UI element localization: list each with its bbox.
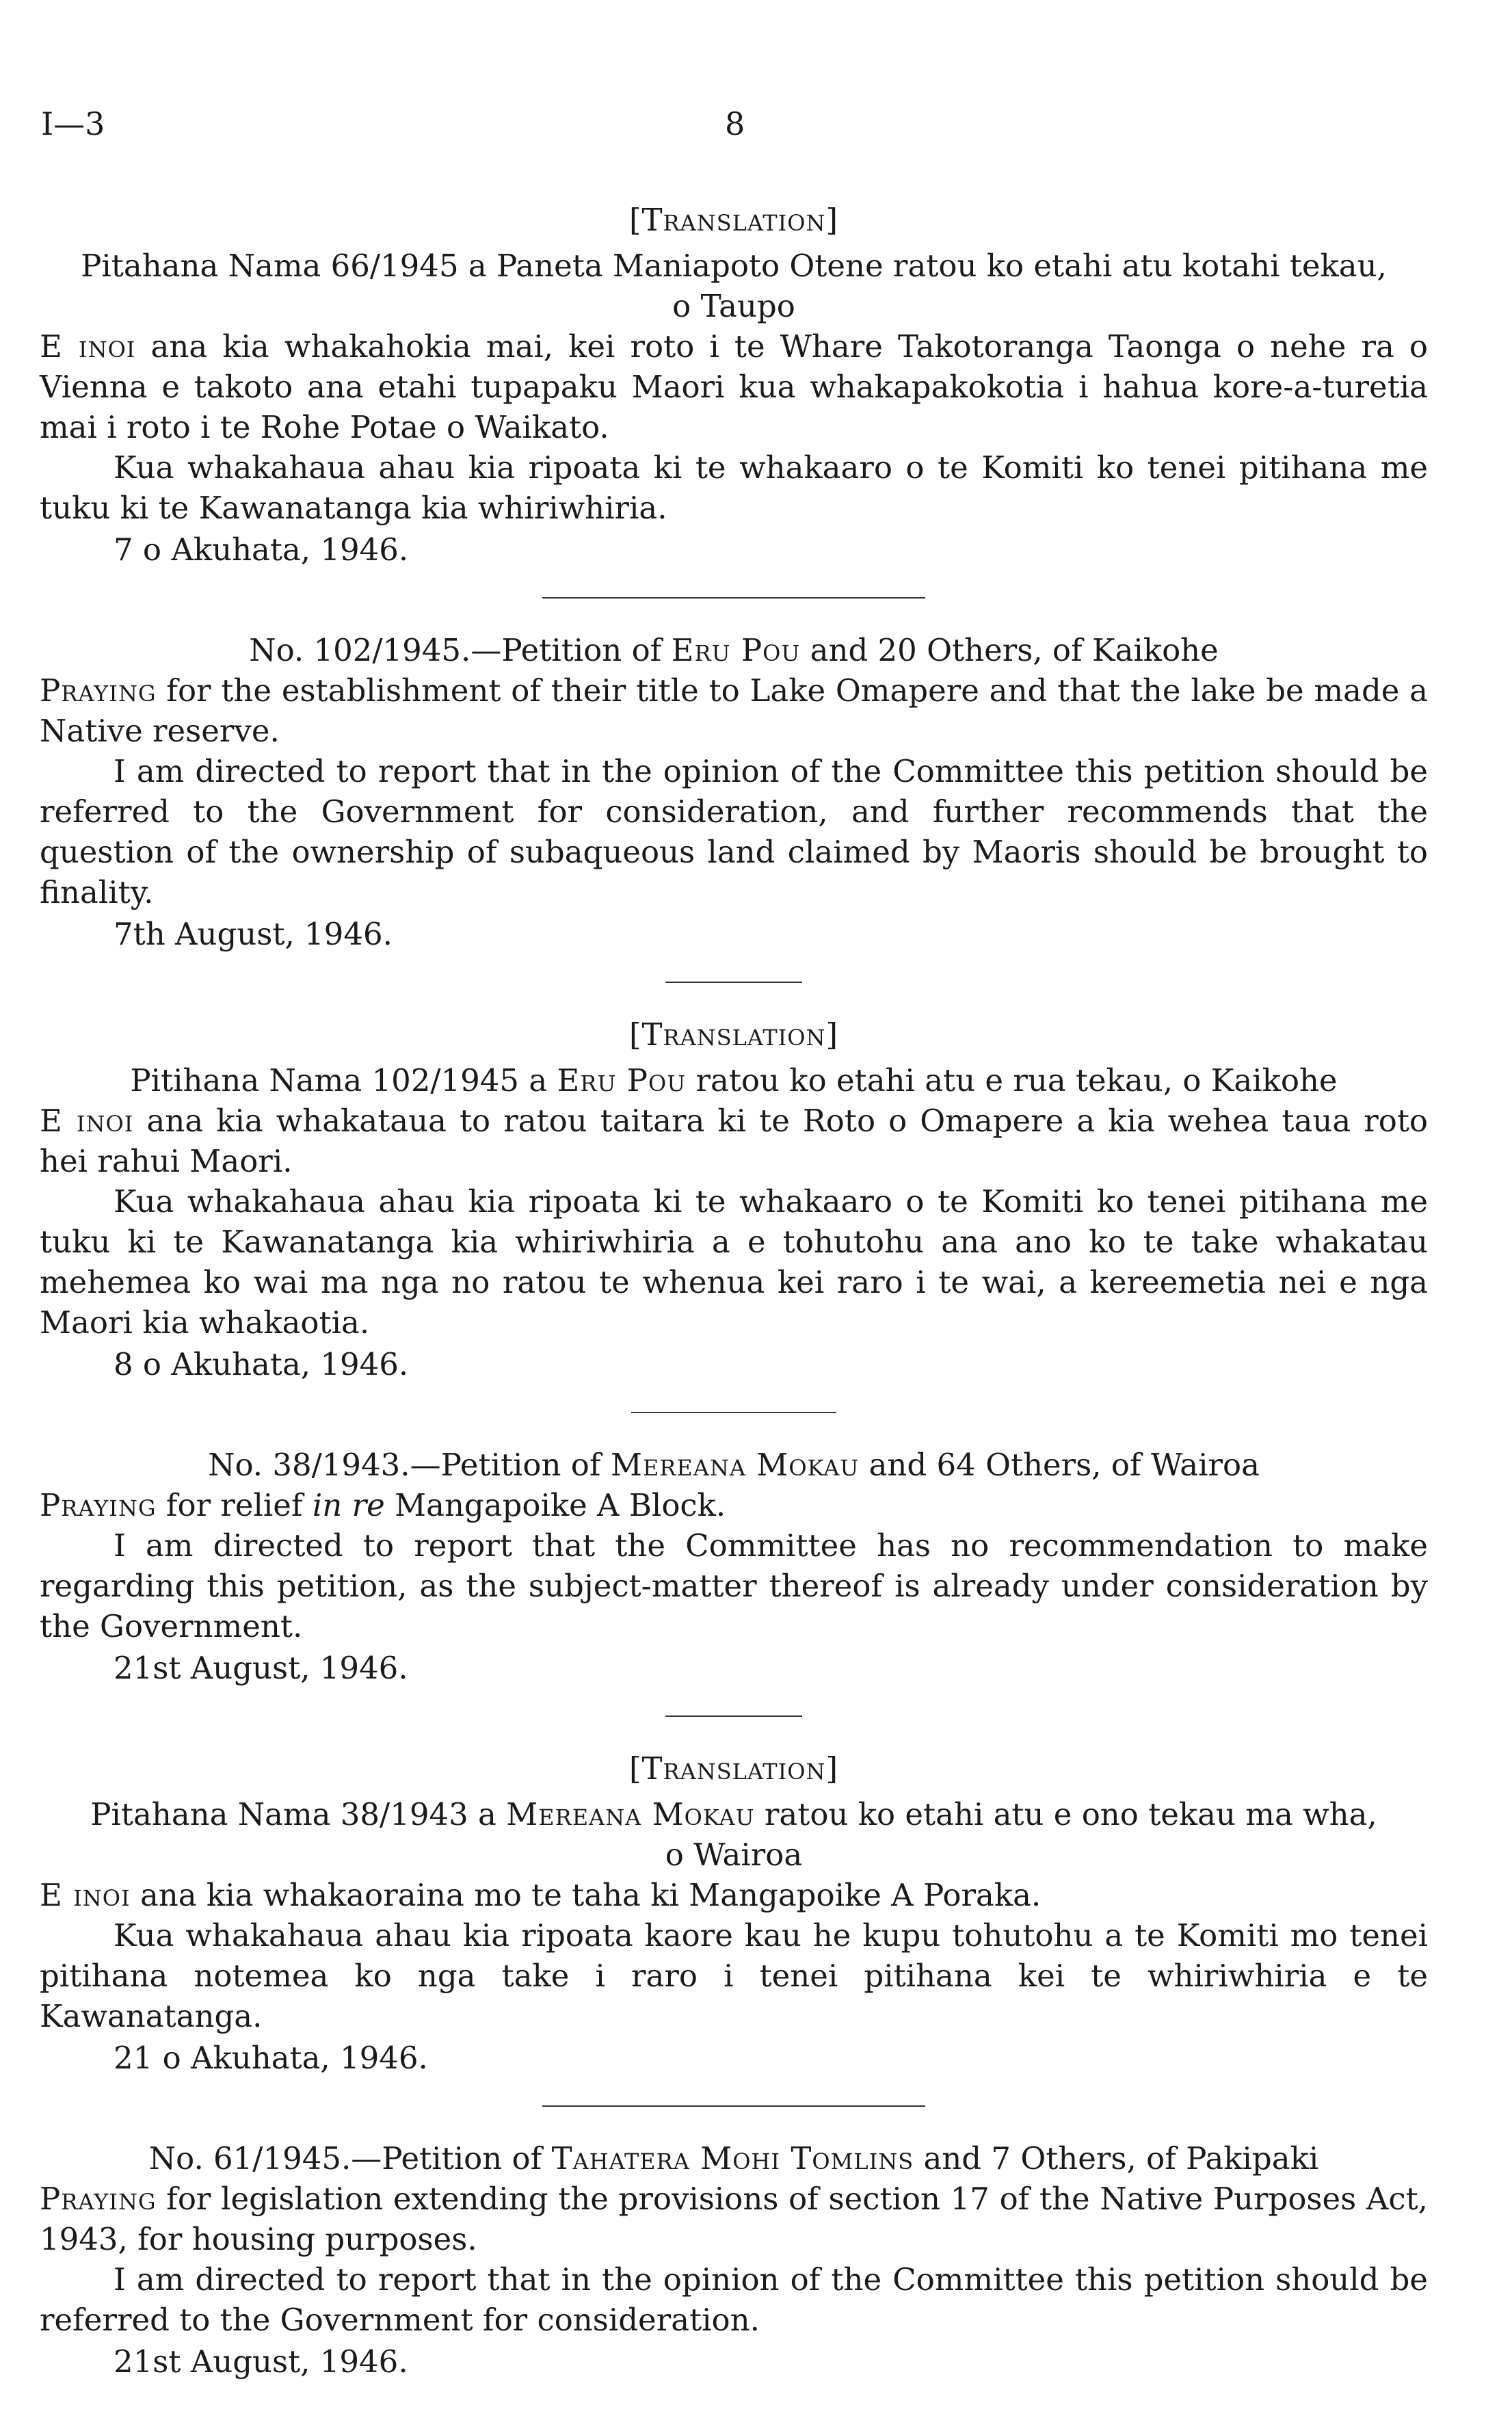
petition-title-rest: ratou ko etahi atu e ono tekau ma wha, [754,1796,1377,1832]
translation-label: [Translation] [628,1750,839,1787]
prayer-text: ana kia whakaoraina mo te taha ki Mangapoike A Poraka. [130,1877,1042,1913]
prayer-text: ana kia whakataua to ratou taitara ki te Roto o Omapere a kia wehea taua roto hei rahui Maori. [40,1103,1428,1179]
petition-102-1945-translation [40,1014,1428,1384]
section-divider [665,1716,802,1717]
section-divider [542,597,925,599]
prayer-lead: E inoi [40,1103,134,1139]
petition-38-1943 [40,1445,1428,1688]
prayer-text: for legislation extending the provisions of section 17 of the Native Purposes Act, 1943, for housing purposes. [40,2181,1428,2257]
report-date: 21st August, 1946. [114,2343,408,2380]
petition-prayer [40,2179,1428,2259]
translation-label: [Translation] [628,1016,839,1053]
petition-prayer [40,326,1428,447]
petition-102-1945 [40,630,1428,954]
document-reference: I—3 [41,105,105,142]
committee-report: I am directed to report that the Committee has no recommendation to make regarding this petition, as the subject-matter thereof is already under consideration by the Government. [40,1527,1428,1644]
petition-title [40,246,1428,326]
committee-report: Kua whakahaua ahau kia ripoata ki te whakaaro o te Komiti ko tenei pitihana me tuku ki te Kawanatanga kia whiriwhiria. [40,449,1428,526]
prayer-italic: in re [312,1487,385,1523]
section-divider [631,1412,836,1413]
petition-title-pre: Pitihana Nama 102/1945 a [130,1062,557,1099]
page-header [41,104,1422,145]
petitioner-name: Eru Pou [671,632,801,668]
petition-prayer [40,1875,1428,1915]
petition-title [40,1060,1428,1101]
petition-title-rest: and 7 Others, of Pakipaki [914,2140,1319,2177]
document-body [40,200,1428,2382]
section-divider [542,2105,925,2107]
petitioner-name: Mereana Mokau [506,1796,755,1832]
petition-prayer [40,1101,1428,1181]
page-number: 8 [725,105,745,142]
report-date: 7th August, 1946. [114,916,393,952]
petition-title [40,630,1428,670]
petitioner-name: Mereana Mokau [610,1447,860,1483]
petition-number: No. 61/1945.—Petition of [148,2140,552,2177]
committee-report: Kua whakahaua ahau kia ripoata kaore kau he kupu tohutohu a te Komiti mo tenei pitihana notemea ko nga take i raro i tenei pitihana kei te whiriwhiria e te Kawanatanga. [40,1917,1428,2034]
committee-report: Kua whakahaua ahau kia ripoata ki te whakaaro o te Komiti ko tenei pitihana me tuku ki te Kawanatanga kia whiriwhiria a e tohutohu ana ano ko te take whakatau mehemea ko wai ma nga no ratou te whenua kei raro i te wai, a kereemetia nei e nga Maori kia whakaotia. [40,1183,1428,1341]
prayer-text: ana kia whakahokia mai, kei roto i te Whare Takotoranga Taonga o nehe ra o Vienna e takoto ana etahi tupapaku Maori kua whakapakokotia i hahua kore-a-turetia mai i roto i te Rohe Potae o Waikato. [40,328,1428,445]
petition-prayer [40,1485,1428,1525]
report-date: 8 o Akuhata, 1946. [114,1346,409,1382]
report-date: 21st August, 1946. [114,1650,408,1686]
petition-title-rest: and 20 Others, of Kaikohe [800,632,1219,668]
report-date: 7 o Akuhata, 1946. [114,531,409,568]
petition-61-1945 [40,2138,1428,2382]
prayer-lead: Praying [40,672,157,709]
petition-title [40,2138,1428,2179]
report-date: 21 o Akuhata, 1946. [114,2040,428,2076]
prayer-lead: E inoi [40,1877,131,1913]
prayer-lead: Praying [40,2181,157,2217]
petition-title-line: Pitahana Nama 66/1945 a Paneta Maniapoto Otene ratou ko etahi atu kotahi tekau, [81,248,1387,284]
prayer-text-mid: for relief [156,1487,313,1523]
petitioner-name: Tahatera Mohi Tomlins [551,2140,914,2177]
petition-66-1945-translation [40,200,1428,570]
petition-title-line: o Taupo [672,288,795,324]
prayer-lead: Praying [40,1487,157,1523]
section-divider [665,982,802,983]
petition-number: No. 102/1945.—Petition of [249,632,672,668]
petition-title [40,1794,1428,1875]
prayer-lead: E inoi [40,328,136,365]
petitioner-name: Eru Pou [557,1062,687,1099]
petition-title [40,1445,1428,1485]
prayer-text: for the establishment of their title to Lake Omapere and that the lake be made a Native reserve. [40,672,1428,749]
petition-title-pre: Pitahana Nama 38/1943 a [90,1796,507,1832]
petition-title-rest: and 64 Others, of Wairoa [859,1447,1260,1483]
petition-38-1943-translation [40,1748,1428,2078]
prayer-text: Mangapoike A Block. [384,1487,726,1523]
petition-prayer [40,670,1428,751]
committee-report: I am directed to report that in the opinion of the Committee this petition should be referred to the Government for consideration. [40,2261,1428,2338]
petition-title-rest: ratou ko etahi atu e rua tekau, o Kaikohe [686,1062,1338,1099]
petition-number: No. 38/1943.—Petition of [208,1447,611,1483]
committee-report: I am directed to report that in the opinion of the Committee this petition should be referred to the Government for consideration, and further recommends that the question of the ownership of subaqueous land claimed by Maoris should be brought to finality. [40,753,1428,910]
petition-title-line: o Wairoa [665,1837,803,1873]
translation-label: [Translation] [628,202,839,238]
